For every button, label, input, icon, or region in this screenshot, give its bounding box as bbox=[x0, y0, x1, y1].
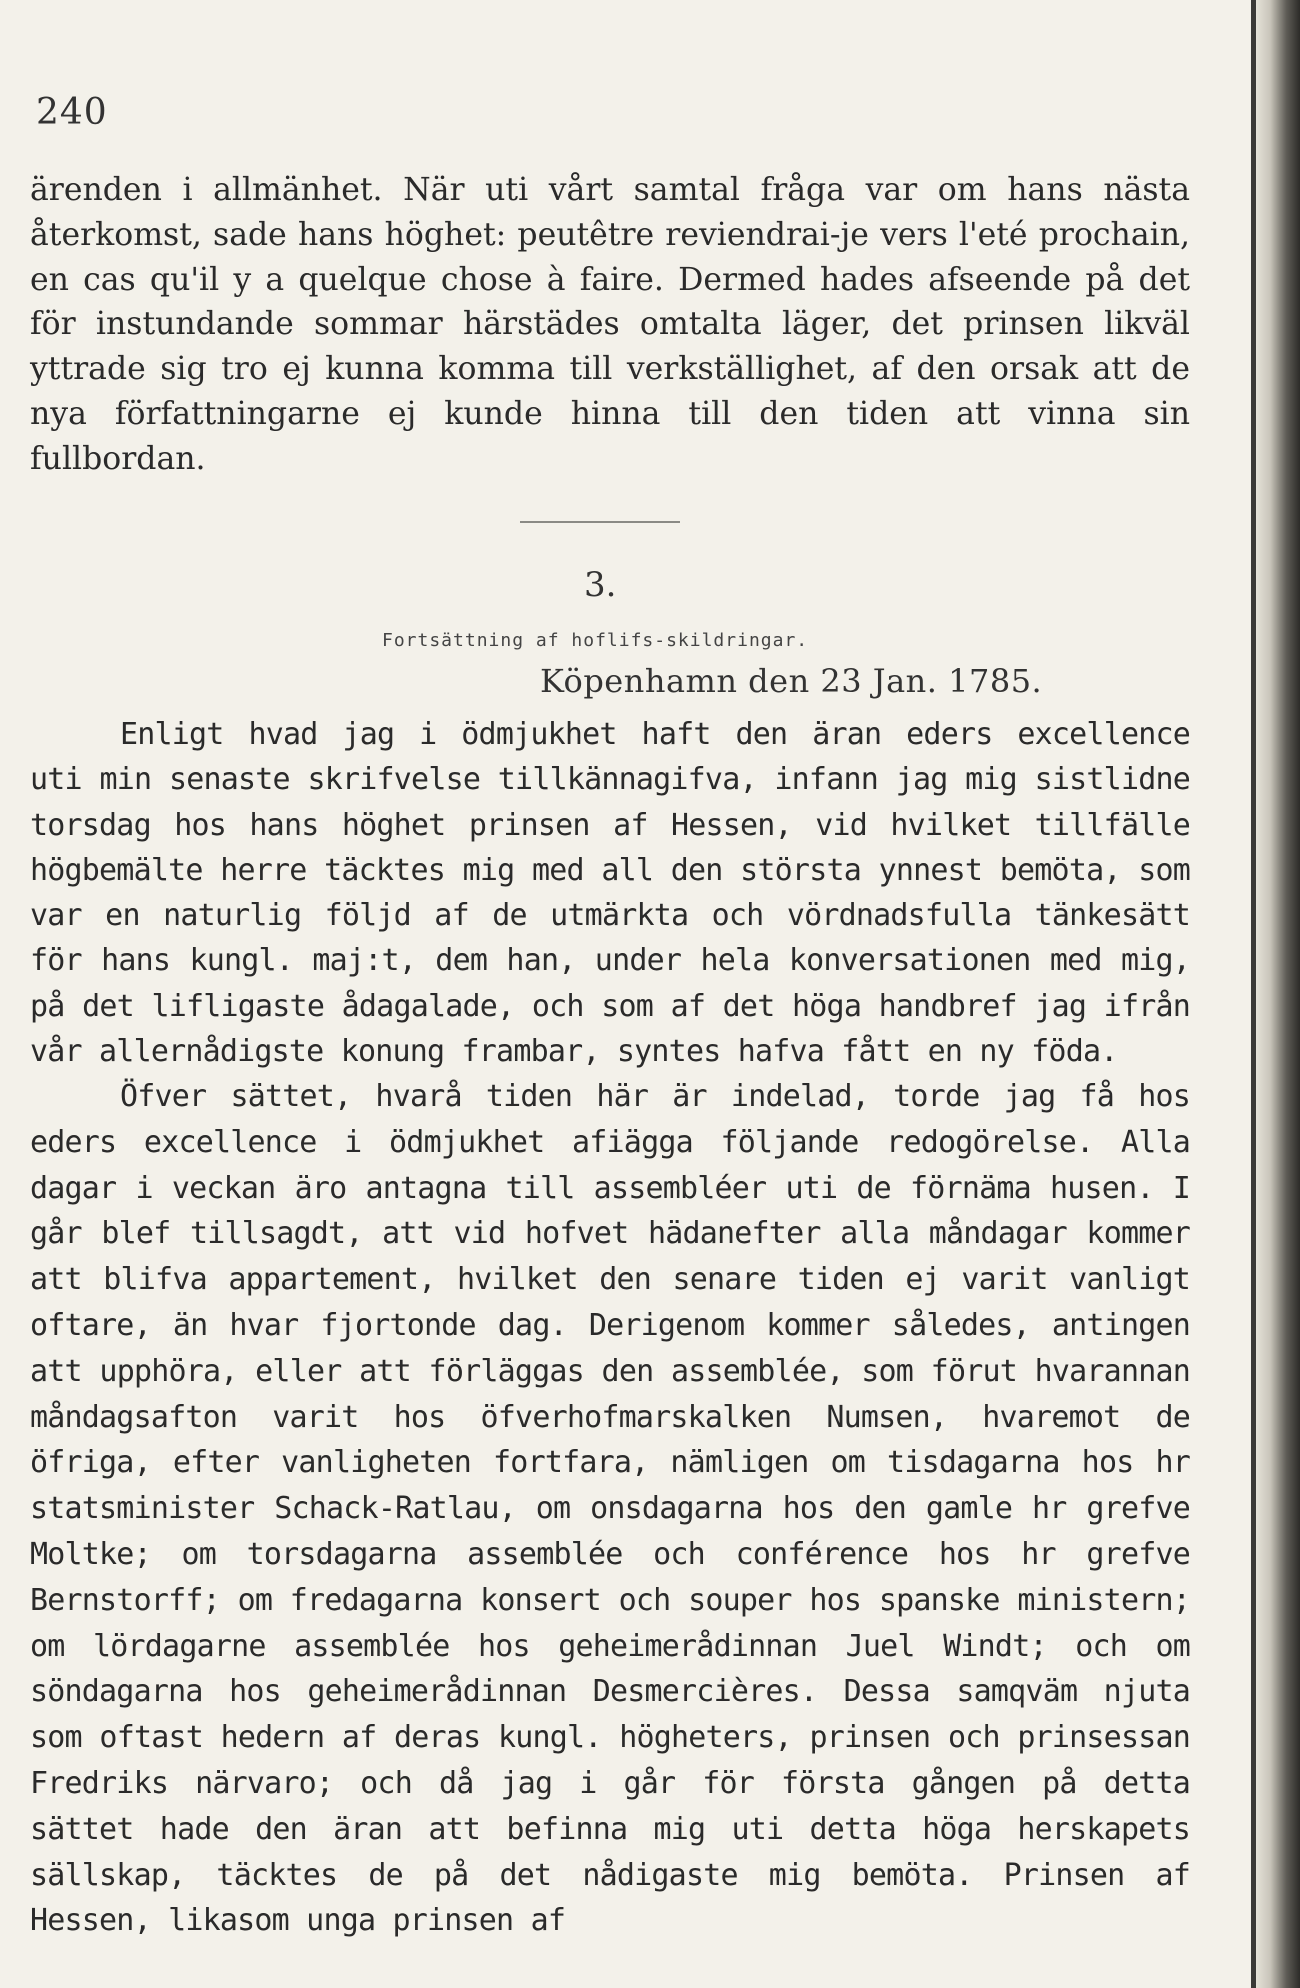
page-binding-shadow bbox=[1254, 0, 1300, 1988]
section-separator bbox=[520, 521, 680, 523]
section-title: Fortsättning af hoflifs-skildringar. bbox=[382, 630, 809, 651]
page-binding-line bbox=[1251, 0, 1256, 1988]
page-number: 240 bbox=[36, 92, 108, 133]
dateline: Köpenhamn den 23 Jan. 1785. bbox=[540, 662, 1043, 700]
section-number: 3. bbox=[584, 565, 617, 605]
paragraph-1: ärenden i allmänhet. När uti vårt samtal fråga var om hans nästa återkomst, sade hans höghet: peutêtre reviendrai-je vers l'eté prochain, en cas qu'il y a quelque chose à faire. Dermed hades afseende på det för instundande sommar härstädes omtalta läger, det prinsen likväl yttrade sig tro ej kunna komma till verkställighet, af den orsak att de nya författningarne ej kunde hinna till den tiden att vinna sin fullbordan. bbox=[30, 172, 1190, 477]
paragraph-3: Öfver sättet, hvarå tiden här är indelad, torde jag få hos eders excellence i ödmjukhet afiägga följande redogörelse. Alla dagar i veckan äro antagna till assembléer uti de förnäma husen. I går blef tillsagdt, att vid hofvet hädanefter alla måndagar kommer att blifva appartement, hvilket den senare tiden ej varit vanligt oftare, än hvar fjortonde dag. Derigenom kommer således, antingen att upphöra, eller att förläggas den assemblée, som förut hvarannan måndagsafton varit hos öfverhofmarskalken Numsen, hvaremot de öfriga, efter vanligheten fortfara, nämligen om tisdagarna hos hr statsminister Schack-Ratlau, om onsdagarna hos den gamle hr grefve Moltke; om torsdagarna assemblée och conférence hos hr grefve Bernstorff; om fredagarna konsert och souper hos spanske ministern; om lördagarne assemblée hos geheimerådinnan Juel Windt; och om söndagarna hos geheimerådinnan Desmercières. Dessa samqväm njuta som oftast hedern af deras kungl. högheters, prinsen och prinsessan Fredriks närvaro; och då jag i går för första gången på detta sättet hade den äran att befinna mig uti detta höga herskapets sällskap, täcktes de på det nådigaste mig bemöta. Prinsen af Hessen, likasom unga prinsen af bbox=[30, 1079, 1190, 1939]
paragraph-2: Enligt hvad jag i ödmjukhet haft den äran eders excellence uti min senaste skrifvelse tillkännagifva, infann jag mig sistlidne torsdag hos hans höghet prinsen af Hessen, vid hvilket tillfälle högbemälte herre täcktes mig med all den största ynnest bemöta, som var en naturlig följd af de utmärkta och vördnadsfulla tänkesätt för hans kungl. maj:t, dem han, under hela konversationen med mig, på det lifligaste ådagalade, och som af det höga handbref jag ifrån vår allernådigste konung frambar, syntes hafva fått en ny föda. bbox=[30, 717, 1190, 1070]
